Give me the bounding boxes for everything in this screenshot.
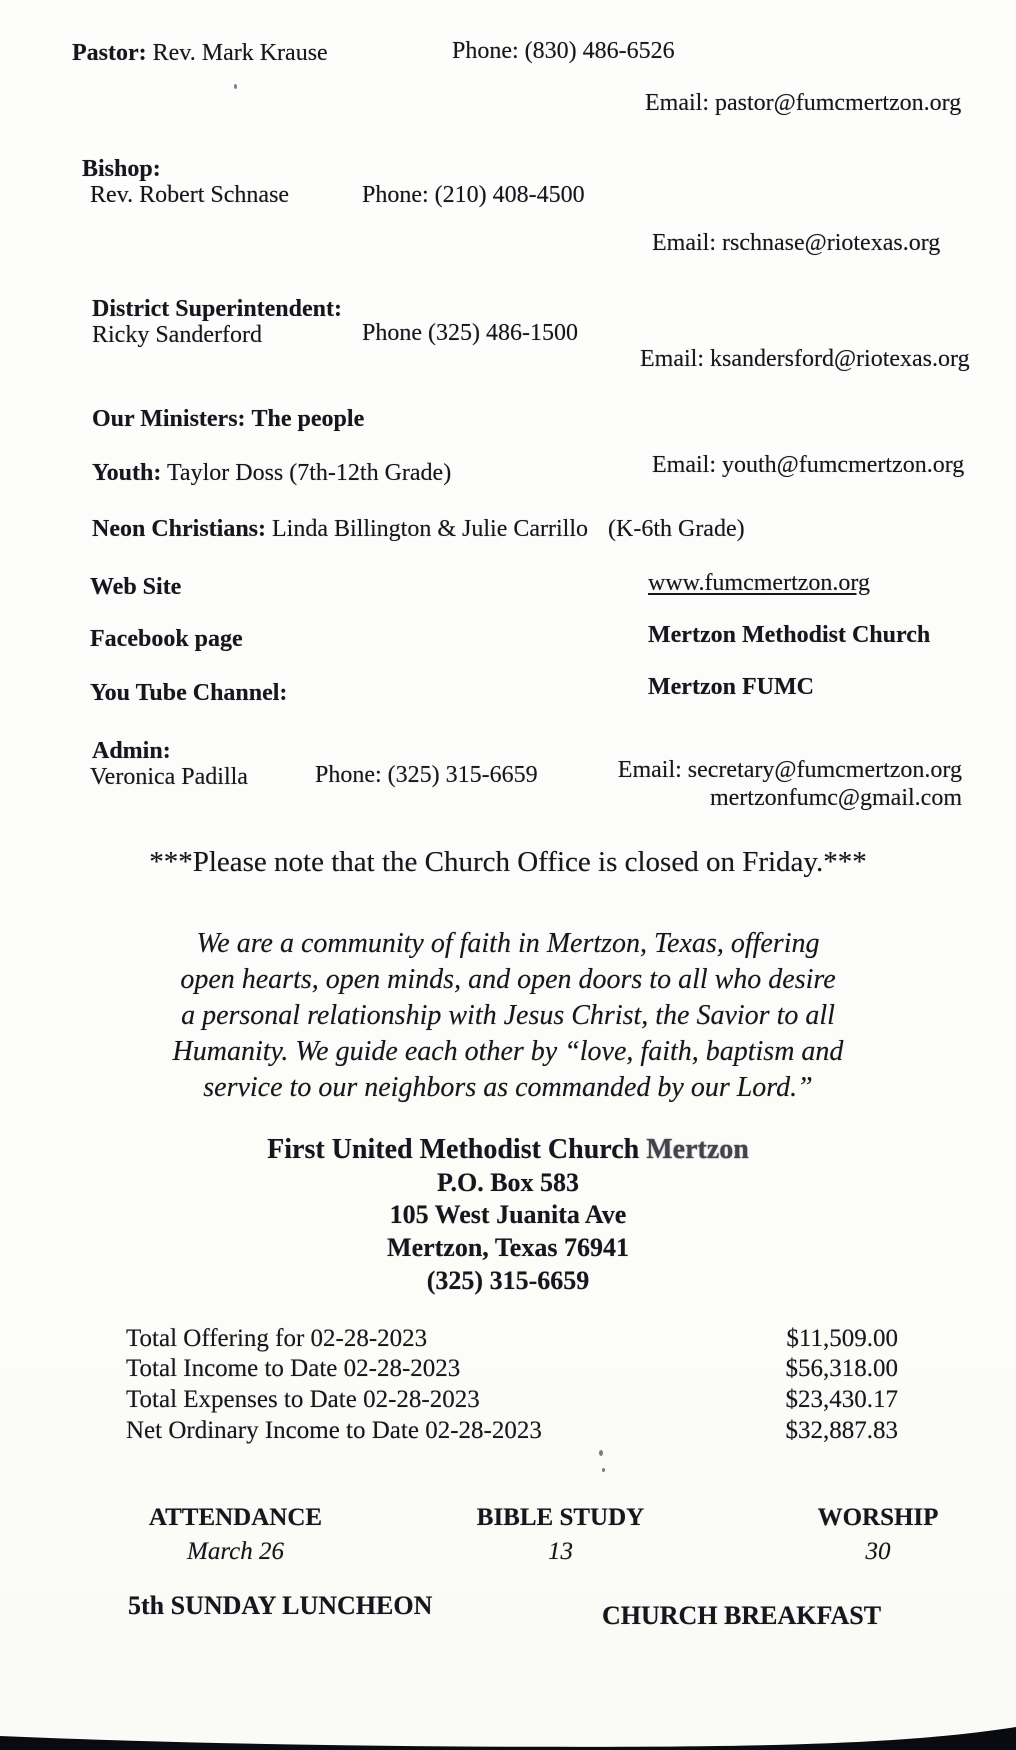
youtube-label: You Tube Channel: [90, 680, 288, 706]
worship-header: WORSHIP [817, 1504, 939, 1531]
bishop-name: Rev. Robert Schnase [90, 182, 290, 208]
attendance-date: March 26 [187, 1538, 284, 1565]
neon-christians-label: Neon Christians: [92, 516, 267, 542]
mission-line-1: We are a community of faith in Mertzon, Texas, offering [196, 928, 820, 959]
bishop-phone: Phone: (210) 408-4500 [362, 182, 585, 208]
pastor-label: Pastor: [72, 40, 147, 66]
church-name-suffix: Mertzon [646, 1134, 749, 1165]
financial-amount: $56,318.00 [785, 1355, 898, 1382]
pastor-row [72, 40, 328, 68]
scan-edge-artifact [0, 1716, 1016, 1750]
address-po-box: P.O. Box 583 [436, 1168, 580, 1197]
youtube-channel-name: Mertzon FUMC [648, 674, 814, 700]
mission-line-3: a personal relationship with Jesus Christ, the Savior to all [181, 1000, 835, 1031]
pastor-phone: Phone: (830) 486-6526 [452, 38, 675, 64]
worship-column [788, 1504, 968, 1566]
admin-name: Veronica Padilla [90, 764, 248, 790]
worship-count: 30 [865, 1538, 891, 1565]
neon-christians-row [92, 516, 745, 544]
church-breakfast-heading: CHURCH BREAKFAST [602, 1601, 882, 1630]
financial-row-offering [126, 1325, 898, 1353]
church-name: First United Methodist Church [267, 1134, 640, 1165]
district-superintendent-name: Ricky Sanderford [92, 322, 262, 348]
mission-statement [8, 926, 1008, 1106]
financial-amount: $23,430.17 [785, 1386, 898, 1413]
financial-amount: $32,887.83 [785, 1417, 898, 1444]
financial-amount: $11,509.00 [786, 1325, 898, 1352]
address-city: Mertzon, Texas 76941 [387, 1233, 629, 1262]
scan-speck [602, 1468, 605, 1472]
bible-study-header: BIBLE STUDY [476, 1504, 645, 1531]
facebook-label: Facebook page [90, 626, 243, 652]
mission-line-4: Humanity. We guide each other by “love, faith, baptism and [172, 1036, 844, 1067]
scan-speck [599, 1450, 603, 1456]
bishop-label: Bishop: [82, 156, 161, 182]
ministers-row [92, 406, 364, 434]
admin-label: Admin: [92, 738, 171, 764]
financial-row-expenses [126, 1386, 898, 1414]
youth-label: Youth: [92, 460, 162, 486]
bishop-email: Email: rschnase@riotexas.org [652, 230, 941, 256]
ministers-label: Our Ministers: [92, 406, 246, 432]
church-name-line [8, 1134, 1008, 1166]
facebook-page-name: Mertzon Methodist Church [648, 622, 931, 648]
admin-email-secondary: mertzonfumc@gmail.com [709, 785, 962, 811]
district-superintendent-phone: Phone (325) 486-1500 [362, 320, 578, 346]
neon-christians-grade: (K-6th Grade) [608, 516, 745, 542]
financial-row-income [126, 1355, 898, 1383]
financial-label: Net Ordinary Income to Date 02-28-2023 [126, 1417, 542, 1444]
website-url: www.fumcmertzon.org [648, 570, 870, 596]
financial-row-net-income [126, 1417, 898, 1445]
district-superintendent-label: District Superintendent: [92, 296, 342, 322]
admin-email-primary: Email: secretary@fumcmertzon.org [617, 757, 962, 783]
district-superintendent-email: Email: ksandersford@riotexas.org [640, 346, 970, 372]
admin-phone: Phone: (325) 315-6659 [315, 762, 538, 788]
scan-speck [234, 84, 237, 89]
pastor-email: Email: pastor@fumcmertzon.org [645, 90, 962, 116]
youth-email: Email: youth@fumcmertzon.org [652, 452, 965, 478]
financial-label: Total Offering for 02-28-2023 [126, 1325, 428, 1352]
attendance-header: ATTENDANCE [148, 1504, 323, 1531]
office-closed-notice: ***Please note that the Church Office is closed on Friday.*** [149, 846, 867, 878]
bible-study-count: 13 [548, 1538, 573, 1565]
youth-row [92, 460, 451, 488]
attendance-column [108, 1504, 363, 1566]
address-street: 105 West Juanita Ave [389, 1200, 627, 1229]
ministers-value: The people [251, 406, 365, 432]
website-label: Web Site [90, 574, 182, 600]
address-phone: (325) 315-6659 [426, 1266, 590, 1295]
pastor-name: Rev. Mark Krause [152, 40, 328, 66]
admin-emails [542, 756, 962, 812]
bible-study-column [448, 1504, 673, 1566]
financial-label: Total Income to Date 02-28-2023 [126, 1355, 461, 1382]
youth-value: Taylor Doss (7th-12th Grade) [166, 460, 452, 486]
sunday-luncheon-heading: 5th SUNDAY LUNCHEON [128, 1591, 433, 1620]
mission-line-2: open hearts, open minds, and open doors to all who desire [180, 964, 836, 995]
neon-christians-value: Linda Billington & Julie Carrillo [272, 516, 588, 542]
mission-line-5: service to our neighbors as commanded by our Lord.” [203, 1072, 813, 1103]
financial-label: Total Expenses to Date 02-28-2023 [126, 1386, 480, 1413]
